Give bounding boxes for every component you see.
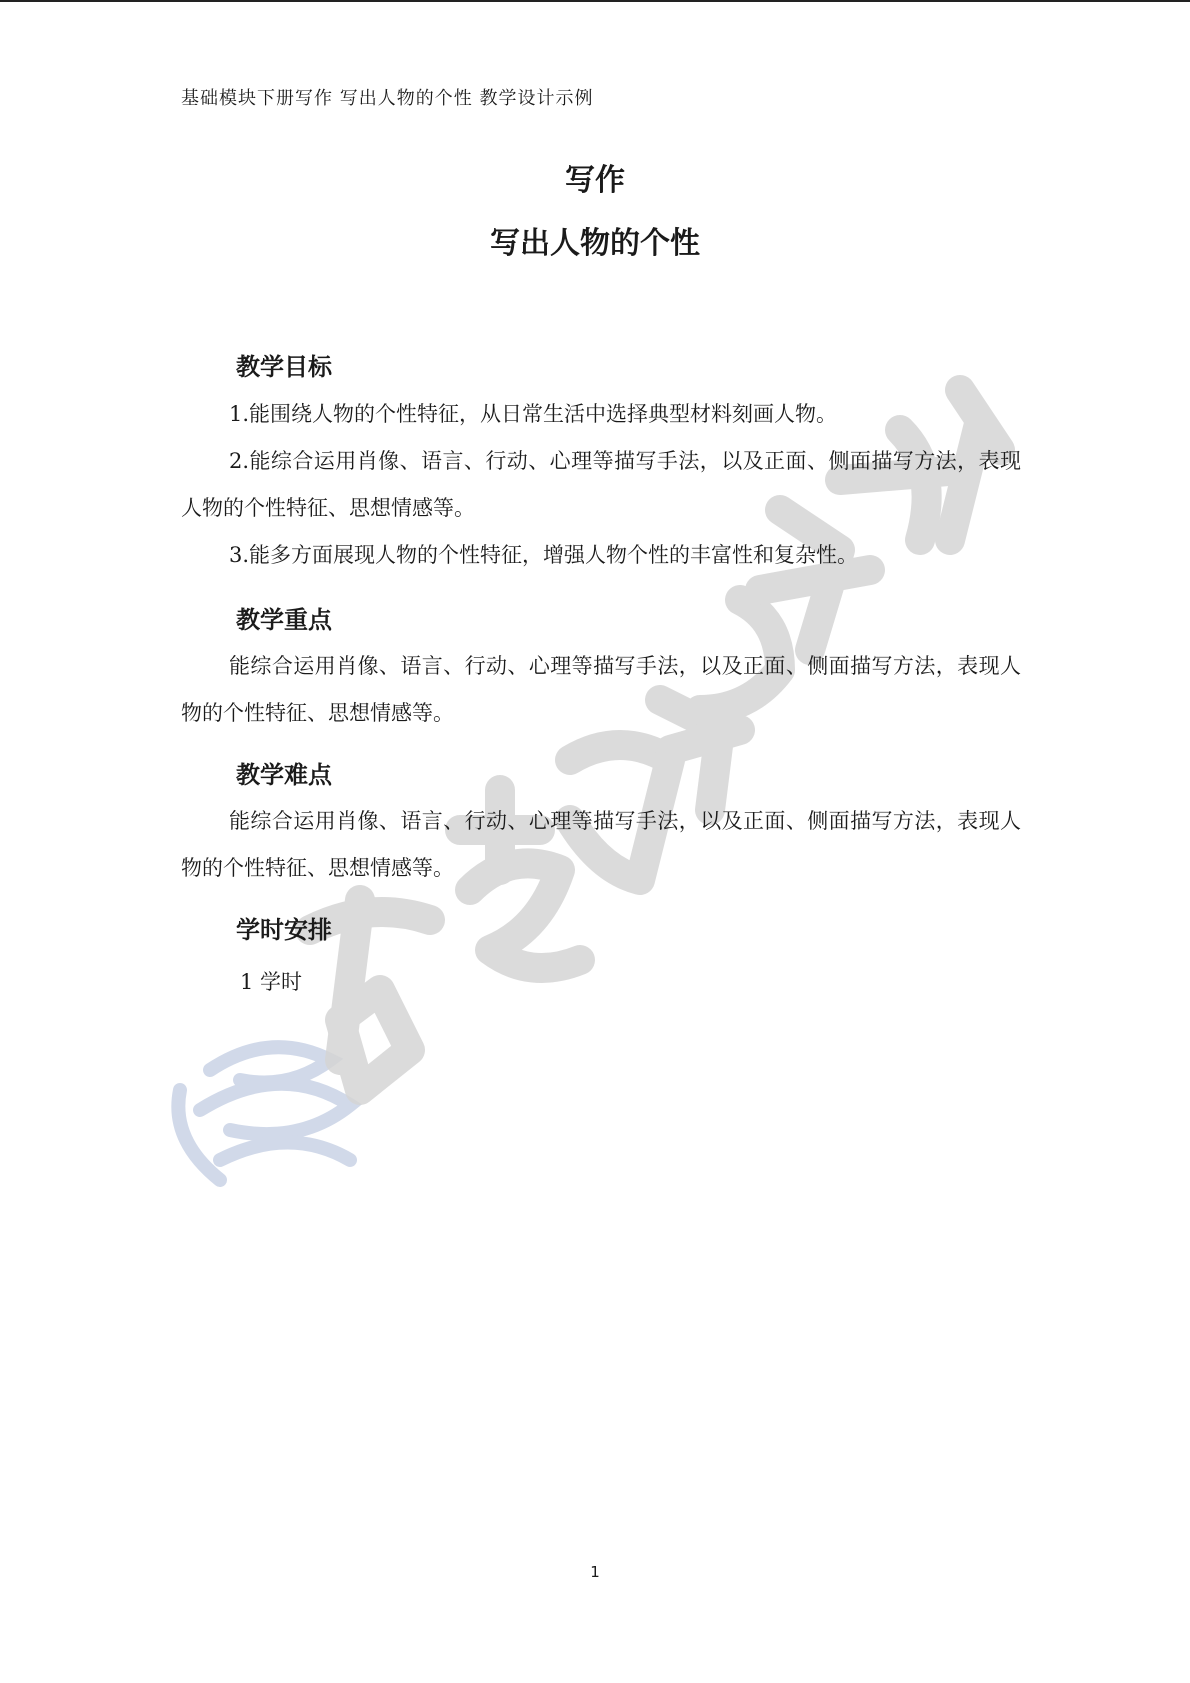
difficulties-text: 能综合运用肖像、语言、行动、心理等描写手法，以及正面、侧面描写方法，表现人物的个性特征、思想情感等。 <box>181 809 1021 880</box>
objective-item-2: 2.能综合运用肖像、语言、行动、心理等描写手法，以及正面、侧面描写方法，表现人物的个性特征、思想情感等。 <box>181 449 1021 520</box>
section-heading-schedule: 学时安排 <box>236 916 332 944</box>
section-heading-difficulties: 教学难点 <box>236 761 332 789</box>
schedule-text: 1 学时 <box>240 970 303 994</box>
objective-item-1: 1.能围绕人物的个性特征，从日常生活中选择典型材料刻画人物。 <box>229 402 838 426</box>
running-header: 基础模块下册写作 写出人物的个性 教学设计示例 <box>181 88 594 109</box>
section-heading-key-points: 教学重点 <box>236 606 332 634</box>
section-heading-objectives: 教学目标 <box>236 353 332 381</box>
objective-item-3: 3.能多方面展现人物的个性特征，增强人物个性的丰富性和复杂性。 <box>229 543 859 567</box>
document-title: 写作 <box>565 163 625 198</box>
key-points-text: 能综合运用肖像、语言、行动、心理等描写手法，以及正面、侧面描写方法，表现人物的个性特征、思想情感等。 <box>181 654 1021 725</box>
document-subtitle: 写出人物的个性 <box>490 226 700 261</box>
page-number: 1 <box>590 1563 600 1581</box>
